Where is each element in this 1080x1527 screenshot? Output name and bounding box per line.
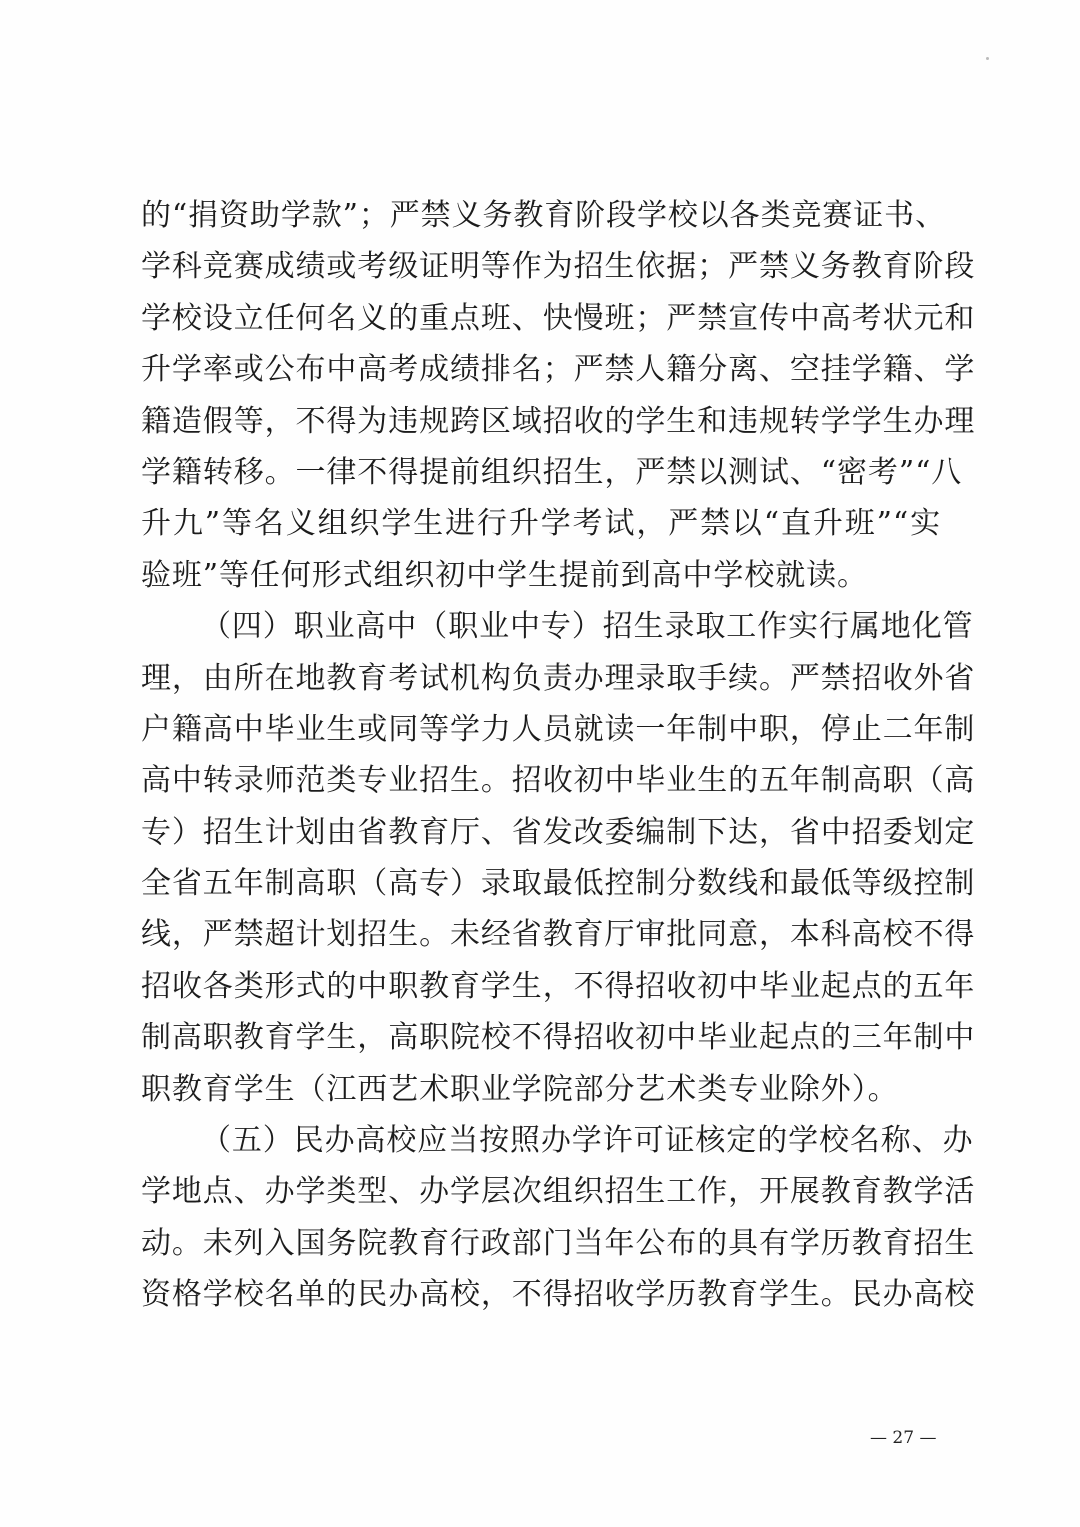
- text-line: 全省五年制高职（高专）录取最低控制分数线和最低等级控制: [141, 866, 976, 902]
- text-line: 资格学校名单的民办高校，不得招收学历教育学生。民办高校: [141, 1277, 976, 1313]
- text-line: 学校设立任何名义的重点班、快慢班；严禁宣传中高考状元和: [141, 300, 976, 336]
- text-line: 理，由所在地教育考试机构负责办理录取手续。严禁招收外省: [141, 660, 976, 696]
- text-line: 的“捐资助学款”；严禁义务教育阶段学校以各类竞赛证书、: [141, 198, 946, 233]
- text-line: （四）职业高中（职业中专）招生录取工作实行属地化管: [201, 609, 974, 645]
- text-line: 动。未列入国务院教育行政部门当年公布的具有学历教育招生: [141, 1225, 976, 1261]
- text-line: 升九”等名义组织学生进行升学考试，严禁以“直升班”“实: [141, 506, 941, 542]
- page-number: — 27 —: [870, 1428, 937, 1448]
- text-line: 户籍高中毕业生或同等学力人员就读一年制中职，停止二年制: [141, 711, 976, 747]
- text-line: 验班”等任何形式组织初中学生提前到高中学校就读。: [141, 557, 868, 593]
- text-line: （五）民办高校应当按照办学许可证核定的学校名称、办: [201, 1123, 974, 1159]
- text-line: 学科竞赛成绩或考级证明等作为招生依据；严禁义务教育阶段: [141, 249, 976, 285]
- text-line: 籍造假等，不得为违规跨区域招收的学生和违规转学学生办理: [141, 403, 976, 439]
- text-line: 专）招生计划由省教育厅、省发改委编制下达，省中招委划定: [141, 814, 976, 850]
- text-line: 学地点、办学类型、办学层次组织招生工作，开展教育教学活: [141, 1174, 976, 1210]
- text-line: 学籍转移。一律不得提前组织招生，严禁以测试、“密考”“八: [141, 454, 963, 490]
- text-line: 高中转录师范类专业招生。招收初中毕业生的五年制高职（高: [141, 763, 976, 799]
- text-line: 制高职教育学生，高职院校不得招收初中毕业起点的三年制中: [141, 1020, 976, 1056]
- text-line: 招收各类形式的中职教育学生，不得招收初中毕业起点的五年: [141, 968, 976, 1004]
- scan-speck: [986, 57, 989, 60]
- text-line: 线，严禁超计划招生。未经省教育厅审批同意，本科高校不得: [141, 917, 976, 953]
- body-text: [141, 190, 976, 1321]
- text-line: 升学率或公布中高考成绩排名；严禁人籍分离、空挂学籍、学: [141, 352, 976, 388]
- text-line: 职教育学生（江西艺术职业学院部分艺术类专业除外）。: [141, 1071, 899, 1107]
